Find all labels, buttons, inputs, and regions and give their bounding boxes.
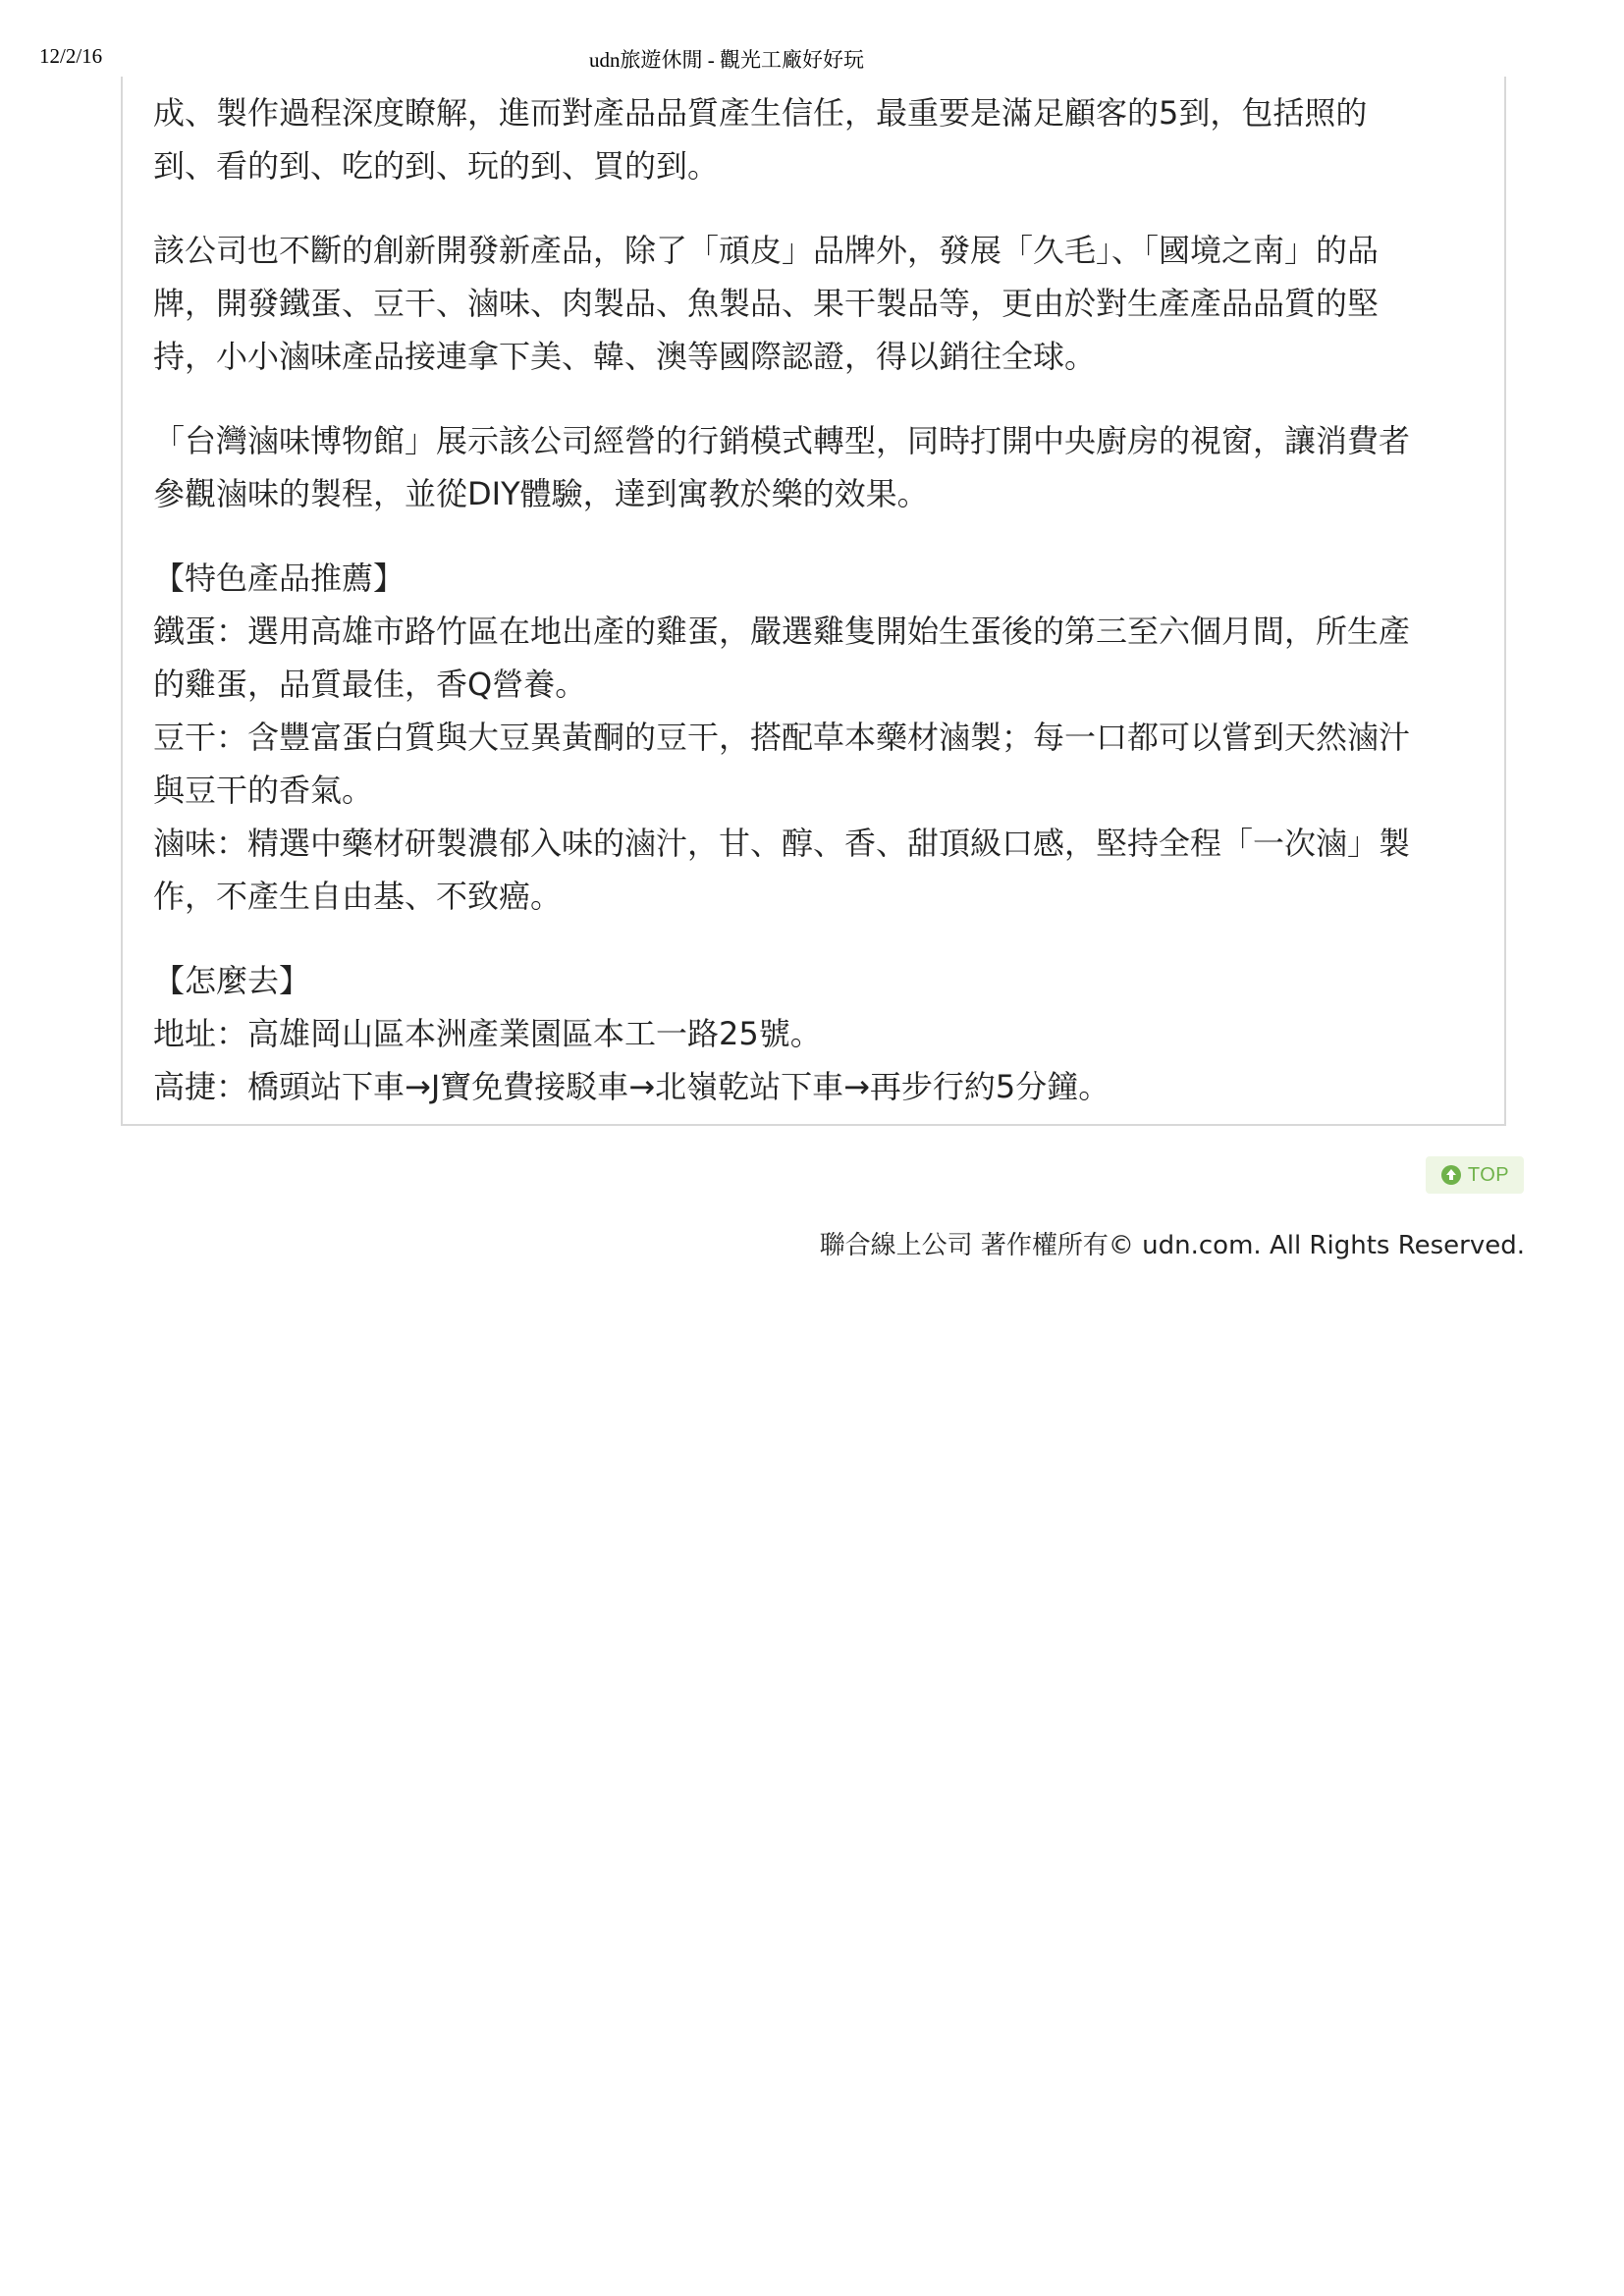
products-section [153,552,1474,923]
article-body [153,86,1474,1145]
text-line: 成、製作過程深度瞭解，進而對產品品質產生信任，最重要是滿足顧客的5到，包括照的 [153,94,1368,132]
arrow-up-circle-icon [1440,1164,1462,1186]
transit-line: 高捷：橋頭站下車→J寶免費接駁車→北嶺乾站下車→再步行約5分鐘。 [153,1068,1110,1105]
directions-heading: 【怎麼去】 [153,962,311,999]
text-line: 鐵蛋：選用高雄市路竹區在地出產的雞蛋，嚴選雞隻開始生蛋後的第三至六個月間，所生產 [153,613,1411,650]
innovation-paragraph [153,224,1474,383]
address-line: 地址：高雄岡山區本洲產業園區本工一路25號。 [153,1015,822,1052]
intro-paragraph [153,86,1474,192]
text-line: 與豆干的香氣。 [153,772,374,809]
print-date: 12/2/16 [39,44,103,68]
text-line: 作，不產生自由基、不致癌。 [153,878,563,915]
text-line: 豆干：含豐富蛋白質與大豆異黃酮的豆干，搭配草本藥材滷製；每一口都可以嘗到天然滷汁 [153,719,1411,756]
text-line: 滷味：精選中藥材研製濃郁入味的滷汁，甘、醇、香、甜頂級口感，堅持全程「一次滷」製 [153,825,1411,862]
text-line: 「台灣滷味博物館」展示該公司經營的行銷模式轉型，同時打開中央廚房的視窗，讓消費者 [153,422,1411,459]
products-heading: 【特色產品推薦】 [153,560,406,597]
text-line: 參觀滷味的製程，並從DIY體驗，達到寓教於樂的效果。 [153,475,929,512]
top-label: TOP [1467,1163,1510,1186]
museum-paragraph [153,414,1474,520]
text-line: 持，小小滷味產品接連拿下美、韓、澳等國際認證，得以銷往全球。 [153,338,1097,375]
text-line: 到、看的到、吃的到、玩的到、買的到。 [153,147,720,185]
text-line: 該公司也不斷的創新開發新產品，除了「頑皮」品牌外，發展「久毛」、「國境之南」的品 [153,232,1380,269]
back-to-top-button[interactable] [1426,1156,1524,1194]
text-line: 的雞蛋，品質最佳，香Q營養。 [153,666,587,703]
copyright-notice: 聯合線上公司 著作權所有© udn.com. All Rights Reserved. [819,1231,1525,1260]
text-line: 牌，開發鐵蛋、豆干、滷味、肉製品、魚製品、果干製品等，更由於對生產產品品質的堅 [153,285,1380,322]
article-container [121,77,1506,1126]
page-title: udn旅遊休閒 - 觀光工廠好好玩 [589,48,864,72]
directions-section [153,954,1474,1113]
print-header [0,0,1624,79]
